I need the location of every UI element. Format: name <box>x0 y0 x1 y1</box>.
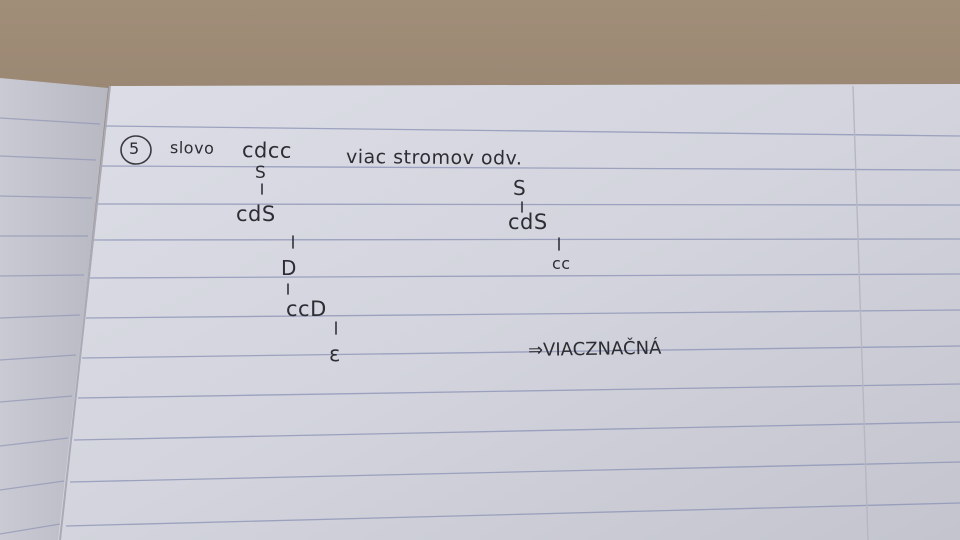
left-tree-level1: cdS <box>236 202 276 226</box>
left-tree-leaf: ε <box>329 342 341 366</box>
ambiguity-note: viac stromov odv. <box>345 146 523 170</box>
right-tree-root: S <box>513 176 527 200</box>
word-label: slovo <box>169 138 215 158</box>
left-tree-level2: D <box>281 256 297 280</box>
word-cdcc: cdcc <box>241 138 293 163</box>
right-tree-level1: cdS <box>508 210 548 234</box>
problem-number: 5 <box>129 139 140 158</box>
right-tree-leaf: cc <box>552 254 571 273</box>
conclusion-text: ⇒VIACZNAČNÁ <box>527 337 662 361</box>
left-tree-level3: ccD <box>286 297 327 321</box>
left-tree-root: S <box>255 163 267 183</box>
